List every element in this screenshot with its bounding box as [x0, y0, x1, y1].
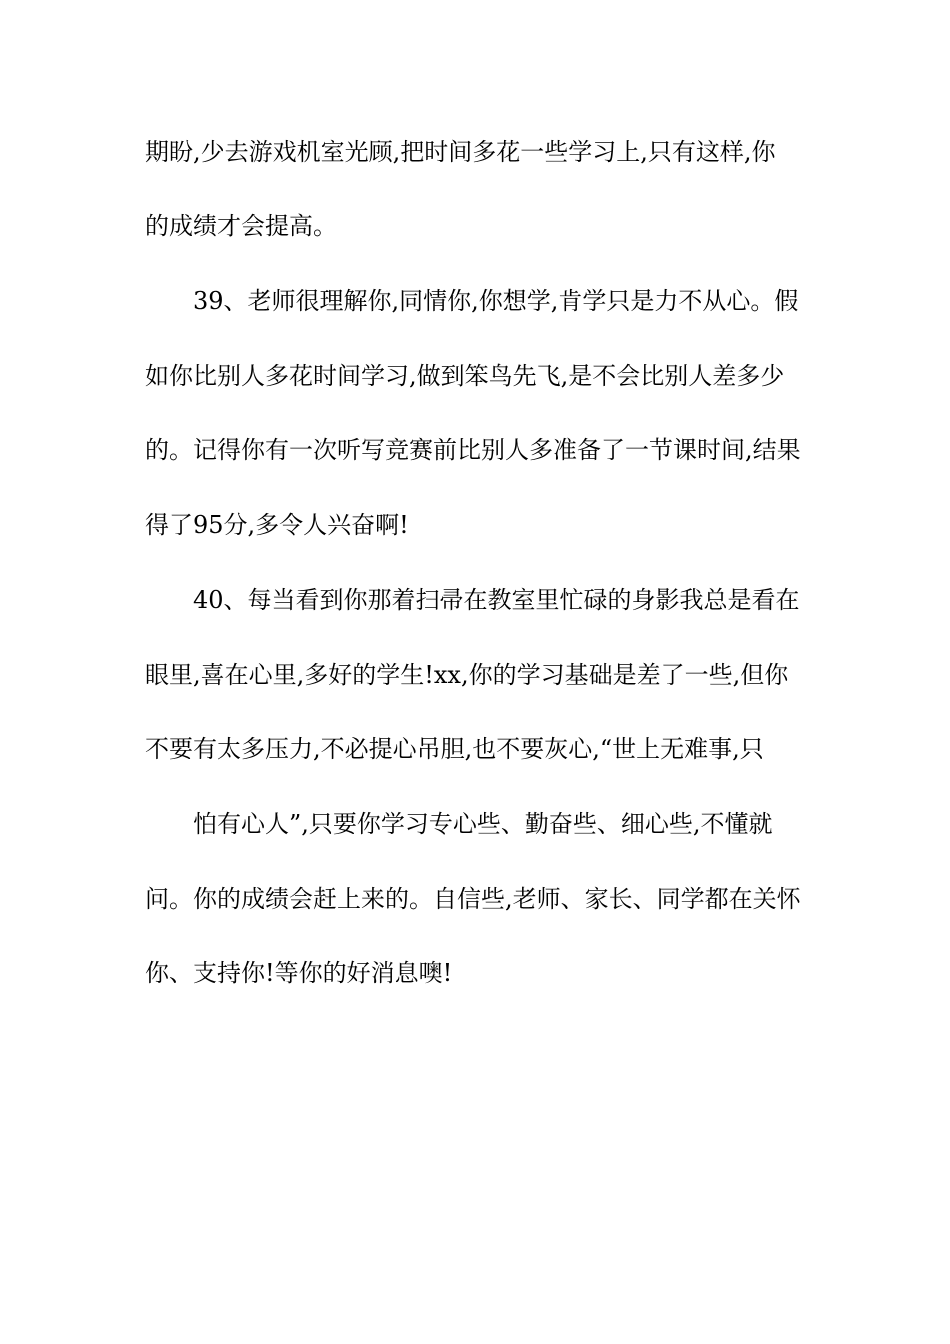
text-line: 如你比别人多花时间学习,做到笨鸟先飞,是不会比别人差多少 — [145, 362, 785, 390]
text-line: 问。你的成绩会赶上来的。自信些,老师、家长、同学都在关怀 — [145, 885, 801, 913]
text-line: 眼里,喜在心里,多好的学生!xx,你的学习基础是差了一些,但你 — [145, 661, 789, 689]
text-line: 得了95分,多令人兴奋啊! — [145, 511, 409, 539]
paragraph-39-start: 39、老师很理解你,同情你,你想学,肯学只是力不从心。假 — [193, 287, 799, 315]
paragraph-40-start: 40、每当看到你那着扫帚在教室里忙碌的身影我总是看在 — [193, 586, 800, 614]
text-line-indented: 怕有心人”,只要你学习专心些、勤奋些、细心些,不懂就 — [193, 810, 773, 838]
text-line: 不要有太多压力,不必提心吊胆,也不要灰心,“世上无难事,只 — [145, 735, 764, 763]
text-line: 你、支持你!等你的好消息噢! — [145, 959, 453, 987]
text-line: 的。记得你有一次听写竞赛前比别人多准备了一节课时间,结果 — [145, 436, 801, 464]
text-line: 期盼,少去游戏机室光顾,把时间多花一些学习上,只有这样,你 — [145, 138, 776, 166]
text-line: 的成绩才会提高。 — [145, 212, 337, 240]
